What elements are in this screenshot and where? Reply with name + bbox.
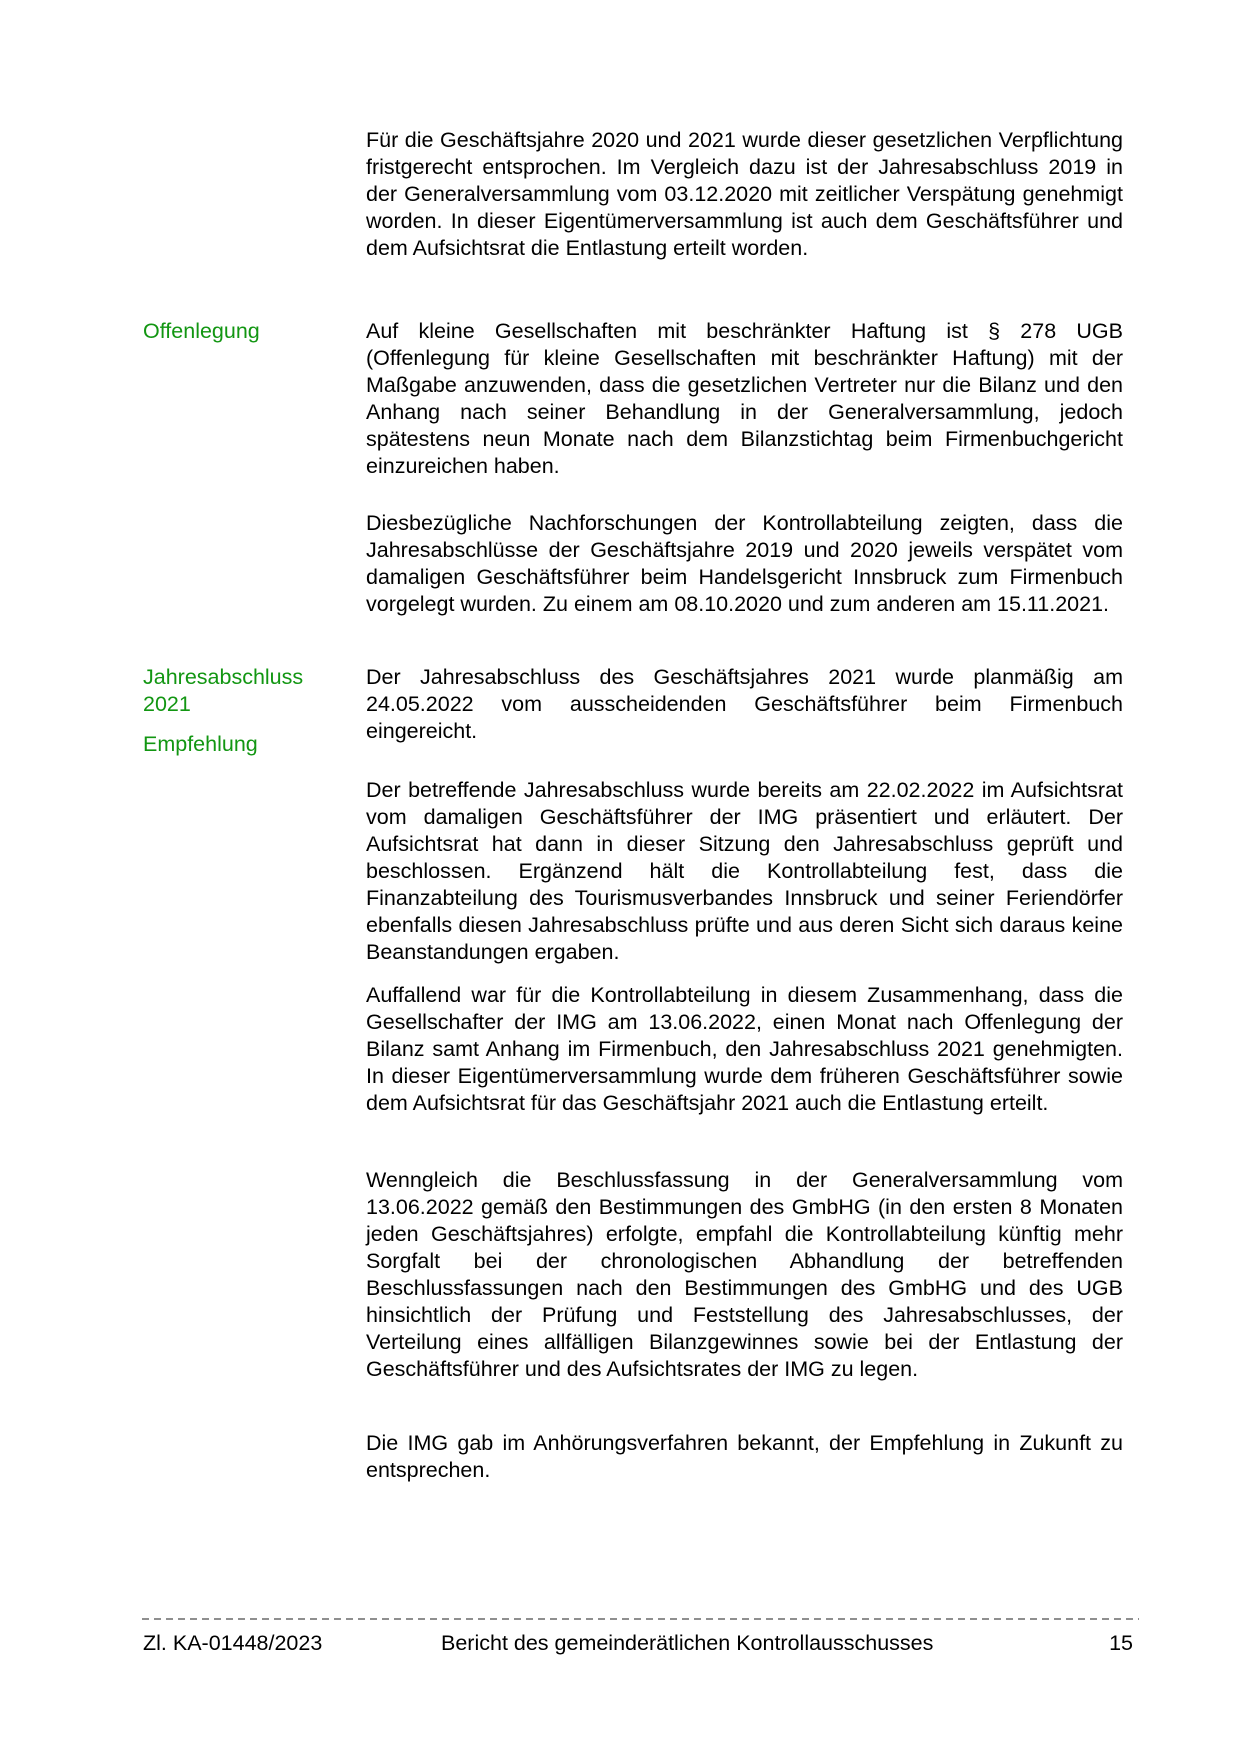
body-paragraph: Der Jahresabschluss des Geschäftsjahres 2021 wurde planmäßig am 24.05.2022 vom ausscheidenden Geschäftsführer beim Firmenbuch eingereicht. (366, 665, 1123, 743)
margin-label-text: Jahresabschluss (143, 665, 304, 689)
body-paragraph: Die IMG gab im Anhörungsverfahren bekannt, der Empfehlung in Zukunft zu entsprechen. (366, 1431, 1123, 1482)
footer-title: Bericht des gemeinderätlichen Kontrollausschusses (441, 1631, 934, 1655)
body-paragraph: Auf kleine Gesellschaften mit beschränkter Haftung ist § 278 UGB (Offenlegung für kleine Gesellschaften mit beschränkter Haftung) mit der Maßgabe anzuwenden, dass die gesetzlichen Vertreter nur die Bilanz und den Anhang nach seiner Behandlung in der Generalversammlung, jedoch spätestens neun Monate nach dem Bilanzstichtag beim Firmenbuchgericht einzureichen haben. (366, 319, 1123, 478)
margin-label-text: 2021 (143, 692, 191, 716)
footer-divider (142, 1618, 1139, 1620)
margin-label-empfehlung (143, 731, 353, 758)
margin-label-jahresabschluss-2021 (143, 664, 353, 718)
body-paragraph: Auffallend war für die Kontrollabteilung in diesem Zusammenhang, dass die Gesellschafter der IMG am 13.06.2022, einen Monat nach Offenlegung der Bilanz samt Anhang im Firmenbuch, den Jahresabschluss 2021 genehmigten. In dieser Eigentümerversammlung wurde dem früheren Geschäftsführer sowie dem Aufsichtsrat für das Geschäftsjahr 2021 auch die Entlastung erteilt. (366, 983, 1123, 1115)
body-paragraph: Der betreffende Jahresabschluss wurde bereits am 22.02.2022 im Aufsichtsrat vom damaligen Geschäftsführer der IMG präsentiert und erläutert. Der Aufsichtsrat hat dann in dieser Sitzung den Jahresabschluss geprüft und beschlossen. Ergänzend hält die Kontrollabteilung fest, dass die Finanzabteilung des Tourismusverbandes Innsbruck und seiner Feriendörfer ebenfalls diesen Jahresabschluss prüfte und aus deren Sicht sich daraus keine Beanstandungen ergaben. (366, 778, 1123, 964)
margin-label-text: Offenlegung (143, 319, 260, 343)
body-paragraph: Wenngleich die Beschlussfassung in der Generalversammlung vom 13.06.2022 gemäß den Bestimmungen des GmbHG (in den ersten 8 Monaten jeden Geschäftsjahres) erfolgte, empfahl die Kontrollabteilung künftig mehr Sorgfalt bei der chronologischen Abhandlung der betreffenden Beschlussfassungen nach den Bestimmungen des GmbHG und des UGB hinsichtlich der Prüfung und Feststellung des Jahresabschlusses, der Verteilung eines allfälligen Bilanzgewinnes sowie bei der Entlastung der Geschäftsführer und des Aufsichtsrates der IMG zu legen. (366, 1168, 1123, 1381)
margin-label-offenlegung (143, 318, 353, 345)
footer-page-number: 15 (1109, 1631, 1133, 1655)
margin-label-text: Empfehlung (143, 732, 258, 756)
footer-reference: Zl. KA-01448/2023 (143, 1631, 323, 1655)
body-paragraph: Diesbezügliche Nachforschungen der Kontrollabteilung zeigten, dass die Jahresabschlüsse der Geschäftsjahre 2019 und 2020 jeweils verspätet vom damaligen Geschäftsführer beim Handelsgericht Innsbruck zum Firmenbuch vorgelegt wurden. Zu einem am 08.10.2020 und zum anderen am 15.11.2021. (366, 511, 1123, 616)
body-paragraph: Für die Geschäftsjahre 2020 und 2021 wurde dieser gesetzlichen Verpflichtung fristgerecht entsprochen. Im Vergleich dazu ist der Jahresabschluss 2019 in der Generalversammlung vom 03.12.2020 mit zeitlicher Verspätung genehmigt worden. In dieser Eigentümerversammlung ist auch dem Geschäftsführer und dem Aufsichtsrat die Entlastung erteilt worden. (366, 128, 1123, 260)
